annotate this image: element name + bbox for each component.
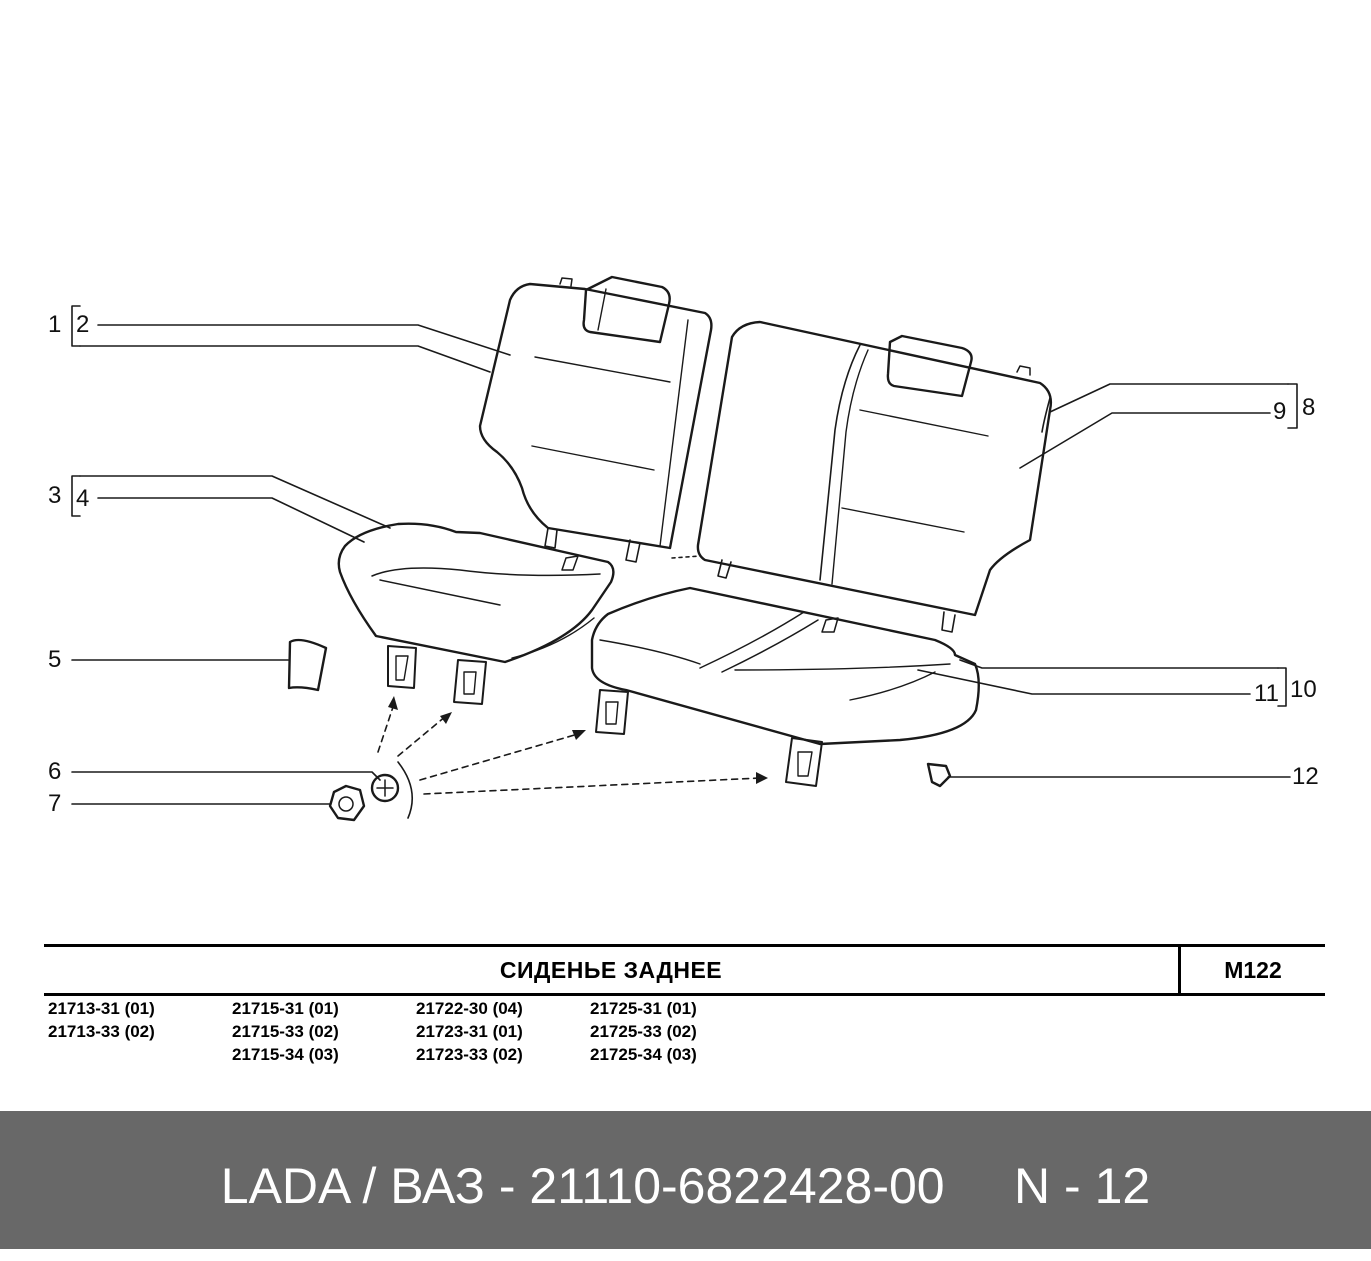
variant-column-3 bbox=[416, 997, 523, 1066]
callout-5: 5 bbox=[48, 646, 62, 673]
callout-8: 8 bbox=[1302, 394, 1316, 421]
clip bbox=[928, 764, 950, 786]
callout-12: 12 bbox=[1292, 763, 1319, 790]
right-seat-cushion bbox=[592, 588, 979, 744]
leader-lines bbox=[72, 306, 1297, 804]
callout-9: 9 bbox=[1273, 398, 1287, 425]
variant-code: 21715-34 (03) bbox=[232, 1045, 339, 1064]
right-seatback bbox=[698, 322, 1051, 632]
variant-code: 21723-31 (01) bbox=[416, 1022, 523, 1041]
left-seatback bbox=[480, 277, 711, 562]
model-code: M122 bbox=[1224, 957, 1282, 983]
callout-11: 11 bbox=[1254, 680, 1279, 707]
left-seat-cushion bbox=[339, 524, 614, 662]
variant-column-2 bbox=[232, 997, 339, 1066]
callout-3: 3 bbox=[48, 482, 62, 509]
variant-code: 21725-31 (01) bbox=[590, 999, 697, 1018]
variant-code: 21725-33 (02) bbox=[590, 1022, 697, 1041]
variant-code: 21713-31 (01) bbox=[48, 999, 155, 1018]
callout-4: 4 bbox=[76, 485, 90, 512]
callout-10: 10 bbox=[1290, 676, 1317, 703]
footer-banner bbox=[0, 1111, 1371, 1249]
title-bar bbox=[44, 944, 1325, 996]
washer bbox=[372, 775, 398, 801]
hinge-brackets bbox=[388, 646, 822, 786]
variant-code: 21722-30 (04) bbox=[416, 999, 523, 1018]
nut bbox=[330, 786, 364, 820]
variant-code: 21715-33 (02) bbox=[232, 1022, 339, 1041]
variant-column-1 bbox=[48, 997, 155, 1043]
variant-code: 21715-31 (01) bbox=[232, 999, 339, 1018]
callout-6: 6 bbox=[48, 758, 62, 785]
variant-code: 21723-33 (02) bbox=[416, 1045, 523, 1064]
variant-code: 21725-34 (03) bbox=[590, 1045, 697, 1064]
variant-column-4 bbox=[590, 997, 697, 1066]
diagram-title: СИДЕНЬЕ ЗАДНЕЕ bbox=[499, 957, 723, 983]
variant-code: 21713-33 (02) bbox=[48, 1022, 155, 1041]
hinge-cover bbox=[289, 640, 326, 690]
callout-1: 1 bbox=[48, 311, 62, 338]
callout-2: 2 bbox=[76, 311, 90, 338]
callout-7: 7 bbox=[48, 790, 62, 817]
part-number-caption: LADA / ВАЗ - 21110-6822428-00 N - 12 bbox=[220, 1158, 1151, 1214]
